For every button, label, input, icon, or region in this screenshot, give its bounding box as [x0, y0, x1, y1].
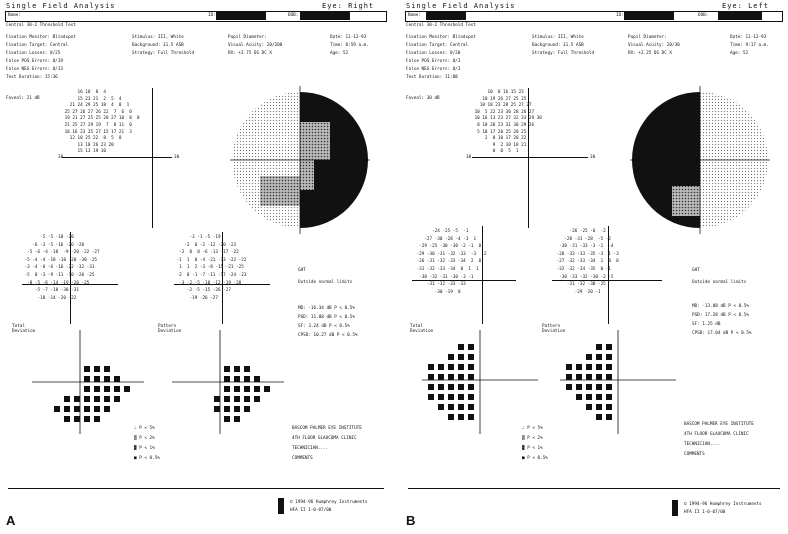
- legend-dense-icon: ▓: [134, 446, 140, 451]
- pattern-dev-v-axis: [608, 226, 609, 324]
- test-date: Date: 11-12-93: [330, 35, 367, 40]
- total-dev-v-axis: [482, 226, 483, 324]
- legend-dither-icon: ▒: [522, 436, 528, 441]
- psd-index: PSD: 11.08 dB P < 0.5%: [298, 315, 355, 320]
- test-duration: Test Duration: 15:36: [6, 75, 58, 80]
- patient-age: Age: 52: [330, 51, 349, 56]
- axis-label-30-right: 30: [174, 155, 180, 160]
- rx: RX: +2.75 DS DC X: [228, 51, 272, 56]
- axis-label-30-right: 30: [590, 155, 596, 160]
- copyright: © 1994-96 Humphrey Instruments: [684, 502, 762, 507]
- background: Background: 31.5 ASB: [132, 43, 184, 48]
- fixation-block: [406, 35, 476, 83]
- rx: RX: +2.25 DS DC X: [628, 51, 672, 56]
- total-deviation-values: -5 -5 -18 -20 -6 -3 -5 -16 -26 -28 -5 -6 -4 -10 -9 -20 -22 -27 -5 -4 -4 -18 -18 -20 -30 -25 -3 -4 -6 -6 -16 -22 -32 -31 -5 0 -3 -9 -11 -10 -20 -25 -8 -5 -6 -14 -19 -20 -25 -5 -7 -18 -30 -31 -18 -14 -20 -22: [24, 235, 100, 301]
- clinic-floor: 4TH FLOOR GLAUCOMA CLINIC: [684, 432, 749, 437]
- greyscale-plot: [630, 86, 770, 234]
- legend-p05: ■ P < 0.5%: [522, 456, 548, 461]
- test-name: Central 30-2 Threshold Test: [406, 23, 476, 28]
- strategy: Strategy: Full Threshold: [532, 51, 595, 56]
- stimulus-block: [132, 35, 194, 59]
- total-deviation-probability-plot: [422, 330, 538, 434]
- id-label: ID:: [616, 13, 624, 18]
- test-time: Time: 8:59 a.m.: [330, 43, 369, 48]
- id-redaction: [216, 12, 266, 20]
- probability-legend: [134, 426, 160, 466]
- name-label: Name:: [408, 13, 421, 18]
- dob-label: DOB:: [288, 13, 299, 18]
- dob-redaction: [718, 12, 762, 20]
- global-indices: [298, 306, 358, 342]
- legend-dense-icon: ▓: [522, 446, 528, 451]
- false-neg-errors: False NEG Errors: 0/3: [406, 67, 461, 72]
- test-time: Time: 9:17 a.m.: [730, 43, 769, 48]
- threshold-grid: 10 8 16 15 23 10 19 26 27 25 25 10 18 23 28 25 27 27 10 5 22 23 30 28 26 27 10 16 13 23 27 32 33 29 30 8 10 20 23 31 30 29 26 5 10 17 20 25 20 25 2 0 10 17 20 22 9 2 10 18 21 0 0 5 1: [474, 90, 542, 155]
- legend-p2: ▒ P < 2%: [134, 436, 155, 441]
- legend-solid-icon: ■: [522, 456, 528, 461]
- panel-letter: B: [406, 513, 416, 528]
- md-index: MD: -16.34 dB P < 0.5%: [298, 306, 355, 311]
- ght-result: Outside normal limits: [692, 280, 747, 285]
- sf-index: SF: 1.25 dB: [692, 322, 721, 327]
- fixation-monitor: Fixation Monitor: Blindspot: [6, 35, 76, 40]
- total-dev-v-axis: [70, 232, 71, 324]
- total-dev-h-axis: [412, 280, 516, 281]
- date-block: [730, 35, 769, 59]
- copyright: © 1994-96 Humphrey Instruments: [290, 500, 368, 505]
- fixation-losses: Fixation Losses: 0/20: [406, 51, 461, 56]
- technician: TECHNICIAN....: [292, 446, 329, 451]
- pattern-dev-v-axis: [222, 232, 223, 324]
- dob-label: DOB:: [698, 13, 709, 18]
- name-redaction: [426, 12, 466, 20]
- eye-label: Eye: Left: [722, 2, 769, 10]
- eye-label: Eye: Right: [322, 2, 375, 10]
- report-panel-b: [402, 0, 784, 534]
- visual-acuity: Visual Acuity: 20/30: [628, 43, 680, 48]
- pupil-block: [628, 35, 680, 59]
- fixation-block: [6, 35, 76, 83]
- threshold-h-axis: [472, 157, 588, 158]
- sf-index: SF: 3.24 dB P < 0.5%: [298, 324, 350, 329]
- dob-redaction: [300, 12, 350, 20]
- fixation-losses: Fixation Losses: 8/25: [6, 51, 61, 56]
- id-label: ID:: [208, 13, 216, 18]
- total-deviation-probability-plot: [32, 330, 144, 434]
- pattern-deviation-values: -3 -1 -5 -19 -2 0 -2 -12 -20 -23 -2 0 0 -6 -13 -17 -22 -1 1 0 -4 -21 -13 -22 -22 1 1 2 -3 -8 -15 -21 -25 -2 0 -1 -7 -11 -17 -24 -23 -3 -2 -5 -10 -12 -19 -20 -2 -5 -15 -26 -27 -19 -26 -27: [176, 235, 247, 301]
- visual-acuity: Visual Acuity: 20/200: [228, 43, 283, 48]
- ght-result: Outside normal limits: [298, 280, 353, 285]
- fixation-monitor: Fixation Monitor: Blindspot: [406, 35, 476, 40]
- ght-label: GHT: [298, 268, 306, 273]
- axis-label-30-left: 30: [58, 155, 64, 160]
- technician: TECHNICIAN....: [684, 442, 721, 447]
- stimulus-block: [532, 35, 594, 59]
- footer-divider: [408, 488, 780, 489]
- total-deviation-label: Total Deviation: [12, 324, 36, 334]
- pattern-dev-h-axis: [552, 280, 662, 281]
- psd-index: PSD: 17.28 dB P < 0.5%: [692, 313, 749, 318]
- comments: COMMENTS: [684, 452, 705, 457]
- legend-p1: ▓ P < 1%: [522, 446, 543, 451]
- test-date: Date: 11-12-93: [730, 35, 767, 40]
- ght-label: GHT: [692, 268, 700, 273]
- fixation-target: Fixation Target: Central: [406, 43, 469, 48]
- strategy: Strategy: Full Threshold: [132, 51, 195, 56]
- humphrey-logo-icon: [278, 498, 284, 514]
- clinic-floor: 4TH FLOOR GLAUCOMA CLINIC: [292, 436, 357, 441]
- axis-label-30-left: 30: [466, 155, 472, 160]
- threshold-grid: 16 10 8 4 15 23 21 2 5 4 21 24 29 25 18 4 8 1 25 27 26 27 26 22 7 6 0 19 21 27 25 25 28 27 10 8 0 21 25 27 29 19 7 8 11 0 18 16 23 25 27 15 17 21 3 12 18 25 22 8 5 8 13 10 26 23 20 15 13 19 10: [64, 90, 140, 155]
- software-version: HFA II 1-0-07/00: [684, 510, 726, 515]
- pupil-block: [228, 35, 282, 59]
- foveal-value: Foveal: 30 dB: [406, 96, 440, 101]
- report-title: Single Field Analysis: [6, 2, 116, 10]
- pattern-deviation-probability-plot: [560, 330, 676, 434]
- fixation-target: Fixation Target: Central: [6, 43, 69, 48]
- foveal-value: Foveal: 21 dB: [6, 96, 40, 101]
- legend-p05: ■ P < 0.5%: [134, 456, 160, 461]
- pattern-deviation-values: -26 -25 -6 -2 -28 -31 -28 -5 -2 -30 -31 -33 -3 -1 -4 -28 -33 -33 -35 -3 1 -3 -27 -32 -33 -34 1 0 0 -32 -32 -34 -35 0 -1 -30 -33 -32 -30 -2 -5 -31 -32 -30 -25 -29 -20 -1: [556, 229, 619, 295]
- total-deviation-values: -24 -25 -5 -1 -27 -30 -28 -4 -3 1 -29 -25 -30 -30 -2 -1 0 -29 -30 -31 -32 -33 -3 -2 -26 -31 -32 -33 -34 2 0 -31 -32 -33 -34 0 1 1 -30 -32 -31 -30 -3 -1 -31 -32 -33 -33 -30 -19 0: [416, 229, 487, 295]
- legend-dither-icon: ▒: [134, 436, 140, 441]
- false-pos-errors: False POS Errors: 8/19: [6, 59, 63, 64]
- legend-dot-icon: ∴: [522, 426, 528, 431]
- test-name: Central 30-2 Threshold Test: [6, 23, 76, 28]
- id-redaction: [624, 12, 674, 20]
- pupil-diameter: Pupil Diameter:: [228, 35, 267, 40]
- background: Background: 31.5 ASB: [532, 43, 584, 48]
- cpsd-index: CPSD: 17.04 dB P < 0.5%: [692, 331, 752, 336]
- global-indices: [692, 304, 752, 340]
- legend-dot-icon: ∴: [134, 426, 140, 431]
- clinic-info: [292, 426, 362, 466]
- md-index: MD: -13.08 dB P < 0.5%: [692, 304, 749, 309]
- humphrey-logo-icon: [672, 500, 678, 516]
- greyscale-plot: [230, 86, 370, 234]
- threshold-v-axis: [528, 88, 529, 228]
- legend-p5: ∴ P < 5%: [522, 426, 543, 431]
- test-duration: Test Duration: 11:08: [406, 75, 458, 80]
- pattern-deviation-probability-plot: [172, 330, 284, 434]
- clinic-name: BASCOM PALMER EYE INSTITUTE: [684, 422, 754, 427]
- legend-p5: ∴ P < 5%: [134, 426, 155, 431]
- date-block: [330, 35, 369, 59]
- pupil-diameter: Pupil Diameter:: [628, 35, 667, 40]
- threshold-h-axis: [62, 157, 172, 158]
- probability-legend: [522, 426, 548, 466]
- false-neg-errors: False NEG Errors: 0/13: [6, 67, 63, 72]
- pattern-deviation-label: Pattern Deviation: [158, 324, 182, 334]
- threshold-v-axis: [152, 88, 153, 228]
- total-deviation-label: Total Deviation: [410, 324, 434, 334]
- panel-letter: A: [6, 513, 16, 528]
- comments: COMMENTS: [292, 456, 313, 461]
- stimulus: Stimulus: III, White: [532, 35, 584, 40]
- legend-solid-icon: ■: [134, 456, 140, 461]
- software-version: HFA II 1-0-07/00: [290, 508, 332, 513]
- cpsd-index: CPSD: 10.27 dB P < 0.5%: [298, 333, 358, 338]
- report-title: Single Field Analysis: [406, 2, 516, 10]
- false-pos-errors: False POS Errors: 0/3: [406, 59, 461, 64]
- clinic-name: BASCOM PALMER EYE INSTITUTE: [292, 426, 362, 431]
- clinic-info: [684, 422, 754, 462]
- name-label: Name:: [8, 13, 21, 18]
- patient-age: Age: 52: [730, 51, 749, 56]
- pattern-deviation-label: Pattern Deviation: [542, 324, 566, 334]
- footer-divider: [8, 488, 384, 489]
- report-panel-a: [2, 0, 384, 534]
- legend-p1: ▓ P < 1%: [134, 446, 155, 451]
- stimulus: Stimulus: III, White: [132, 35, 184, 40]
- legend-p2: ▒ P < 2%: [522, 436, 543, 441]
